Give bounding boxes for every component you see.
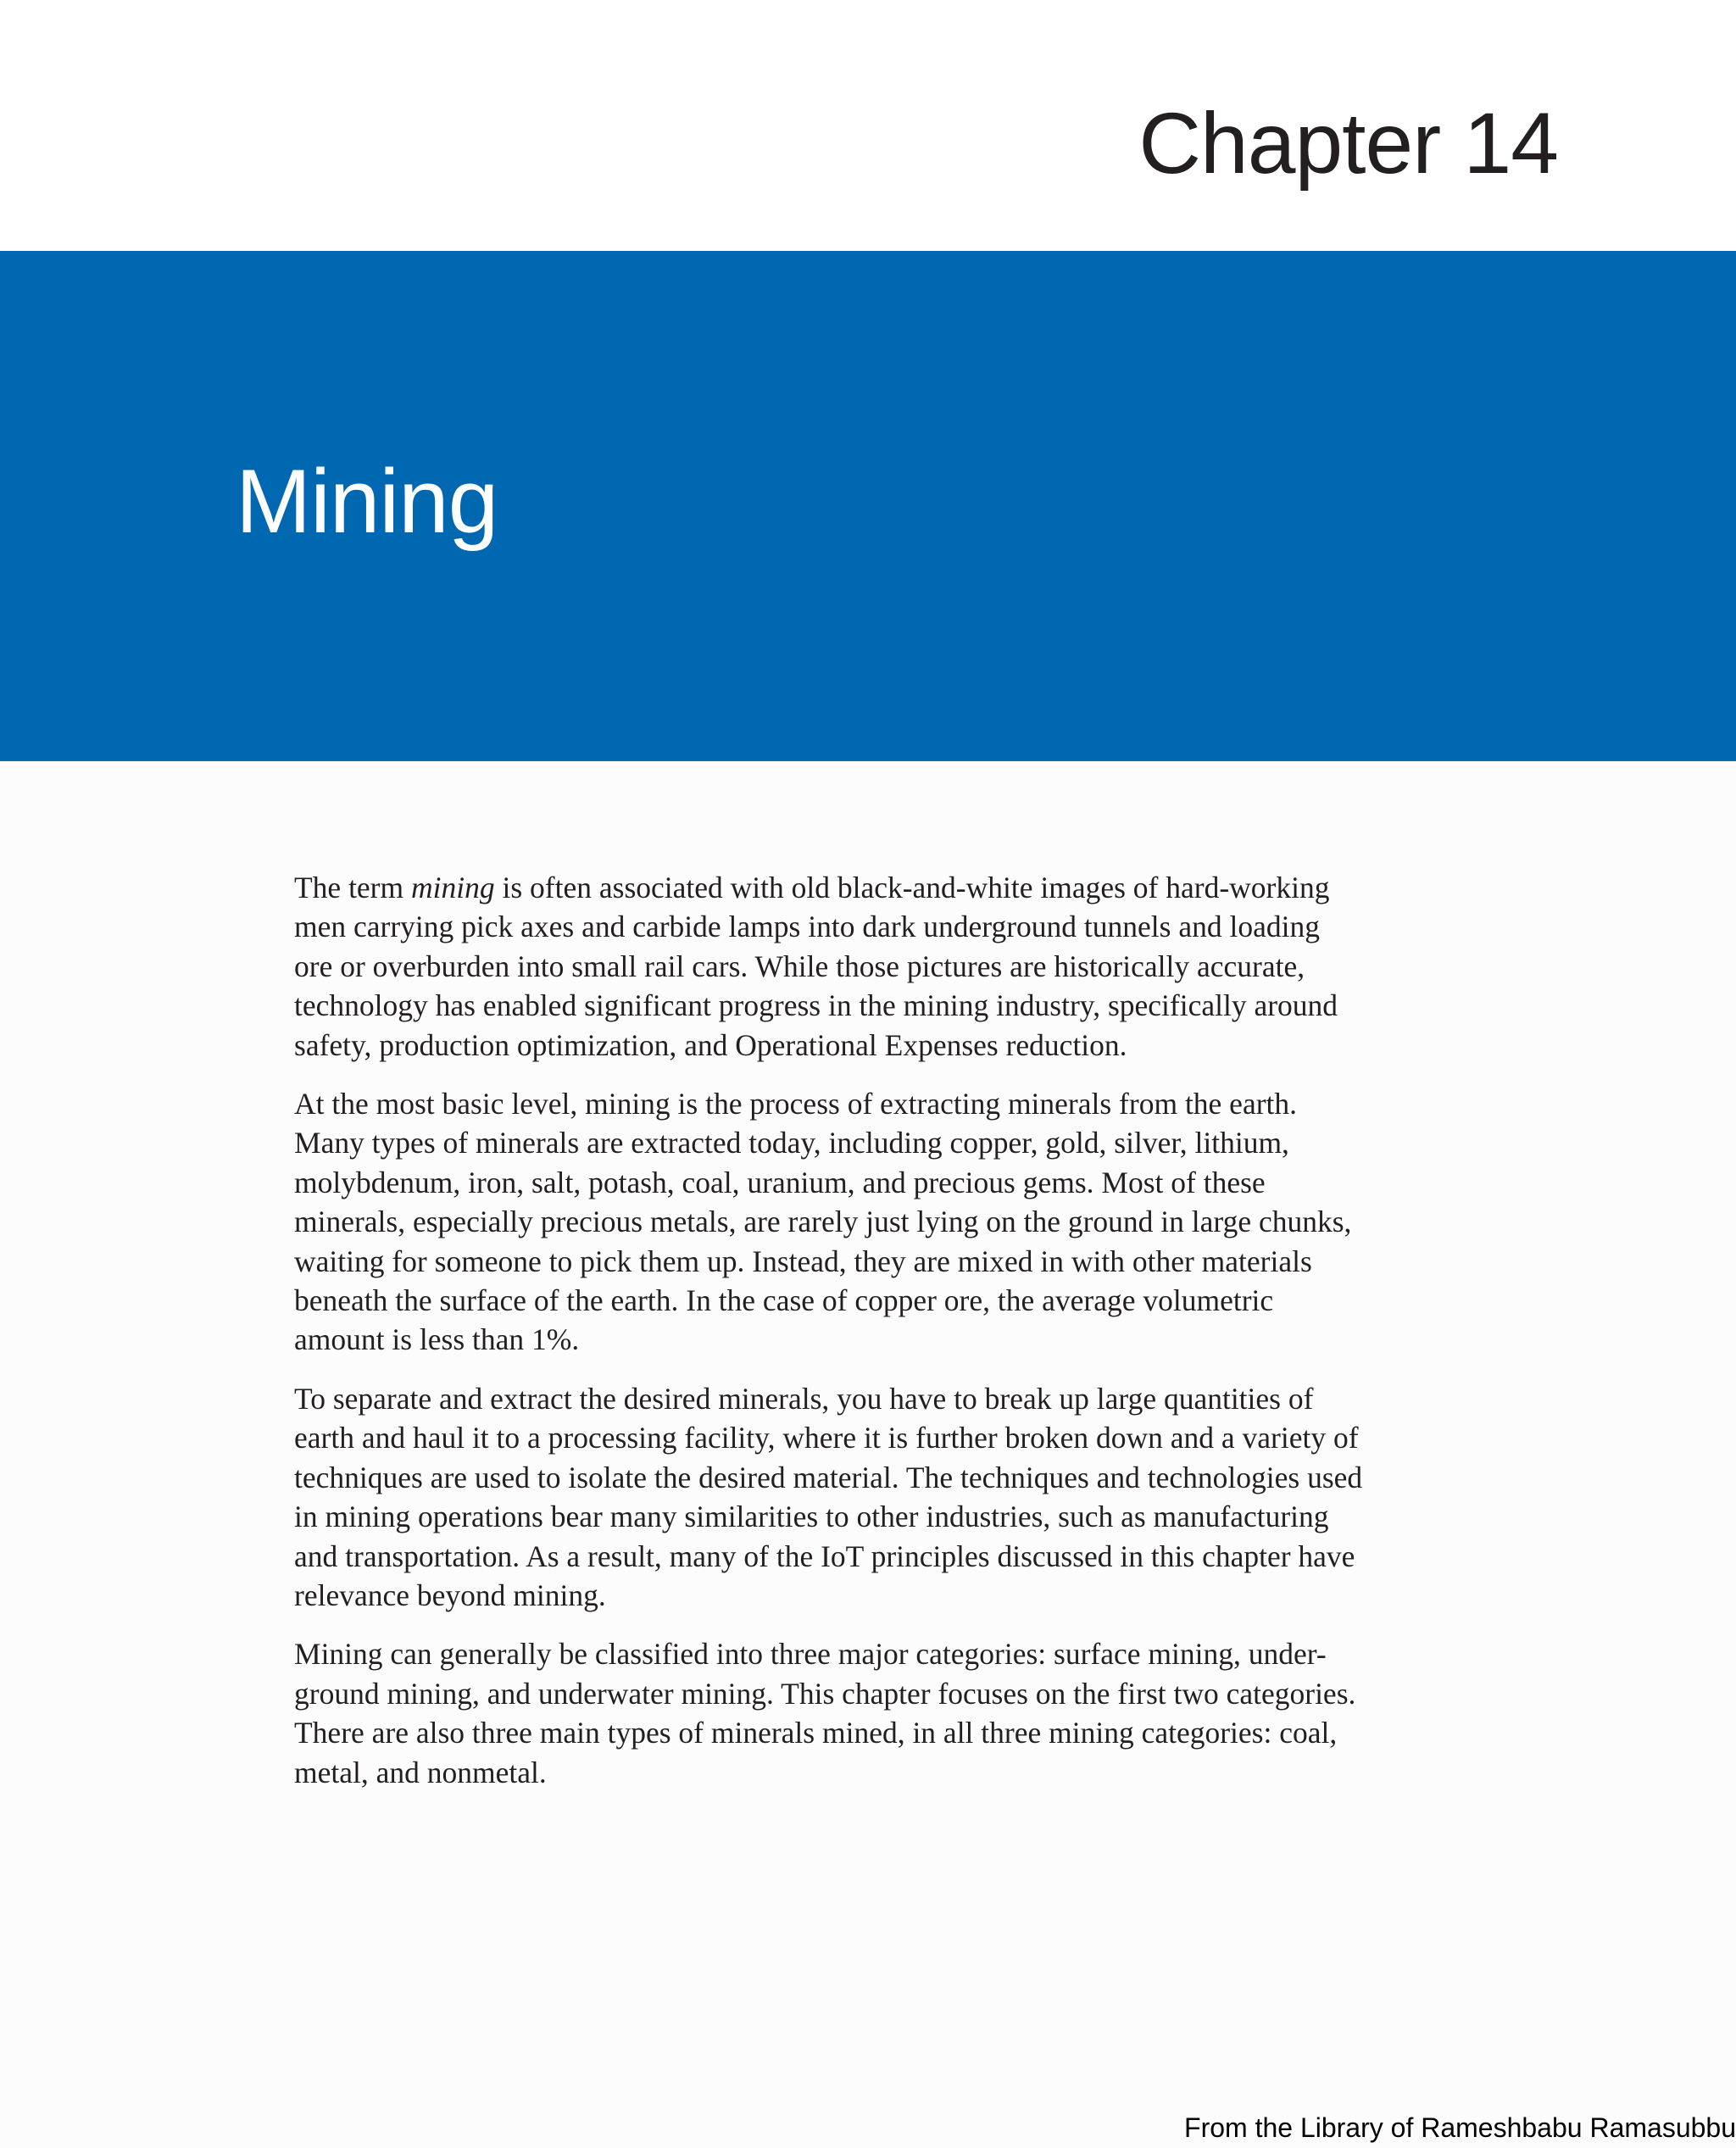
text-line: earth and haul it to a processing facility, where it is further broken down and a variety of (294, 1421, 1359, 1455)
text-line: beneath the surface of the earth. In the case of copper ore, the average volumetric (294, 1283, 1274, 1318)
text-line: waiting for someone to pick them up. Instead, they are mixed in with other materials (294, 1244, 1312, 1278)
library-note: From the Library of Rameshbabu Ramasubbu (1184, 2112, 1736, 2143)
text-line: ore or overburden into small rail cars. While those pictures are historically accurate, (294, 949, 1305, 983)
text-line: technology has enabled significant progress in the mining industry, specifically around (294, 988, 1338, 1023)
text-line: in mining operations bear many similarities to other industries, such as manufacturing (294, 1500, 1329, 1534)
header-area (0, 0, 1736, 251)
text-line: techniques are used to isolate the desired material. The techniques and technologies used (294, 1460, 1363, 1494)
text-line: safety, production optimization, and Operational Expenses reduction. (294, 1027, 1127, 1062)
text-line: There are also three main types of minerals mined, in all three mining categories: coal, (294, 1716, 1338, 1750)
chapter-body (294, 868, 1447, 1811)
text-line: relevance beyond mining. (294, 1578, 606, 1612)
text-line: To separate and extract the desired minerals, you have to break up large quantities of (294, 1381, 1314, 1416)
text-line: and transportation. As a result, many of the IoT principles discussed in this chapter have (294, 1539, 1355, 1573)
text-line: molybdenum, iron, salt, potash, coal, uranium, and precious gems. Most of these (294, 1165, 1266, 1199)
text-line: minerals, especially precious metals, are rarely just lying on the ground in large chunks, (294, 1205, 1352, 1239)
text-line: Many types of minerals are extracted today, including copper, gold, silver, lithium, (294, 1126, 1289, 1160)
text-run: The term (294, 871, 411, 904)
text-line: Mining can generally be classified into three major categories: surface mining, under- (294, 1637, 1327, 1672)
body-paragraph (294, 1634, 1447, 1792)
text-line (294, 868, 1447, 907)
text-line: amount is less than 1%. (294, 1322, 580, 1357)
chapter-number: Chapter 14 (1138, 95, 1558, 192)
emphasized-term: mining (411, 871, 495, 904)
text-run: is often associated with old black-and-white images of hard-working (494, 871, 1330, 904)
text-line: metal, and nonmetal. (294, 1755, 547, 1789)
chapter-title: Mining (236, 450, 498, 552)
body-paragraph (294, 868, 1447, 1065)
text-line: men carrying pick axes and carbide lamps into dark underground tunnels and loading (294, 910, 1320, 944)
body-paragraph (294, 1084, 1447, 1360)
body-paragraph (294, 1379, 1447, 1615)
chapter-title-band (0, 251, 1736, 761)
text-line: ground mining, and underwater mining. This chapter focuses on the first two categories. (294, 1676, 1356, 1711)
text-line: At the most basic level, mining is the process of extracting minerals from the earth. (294, 1087, 1298, 1121)
